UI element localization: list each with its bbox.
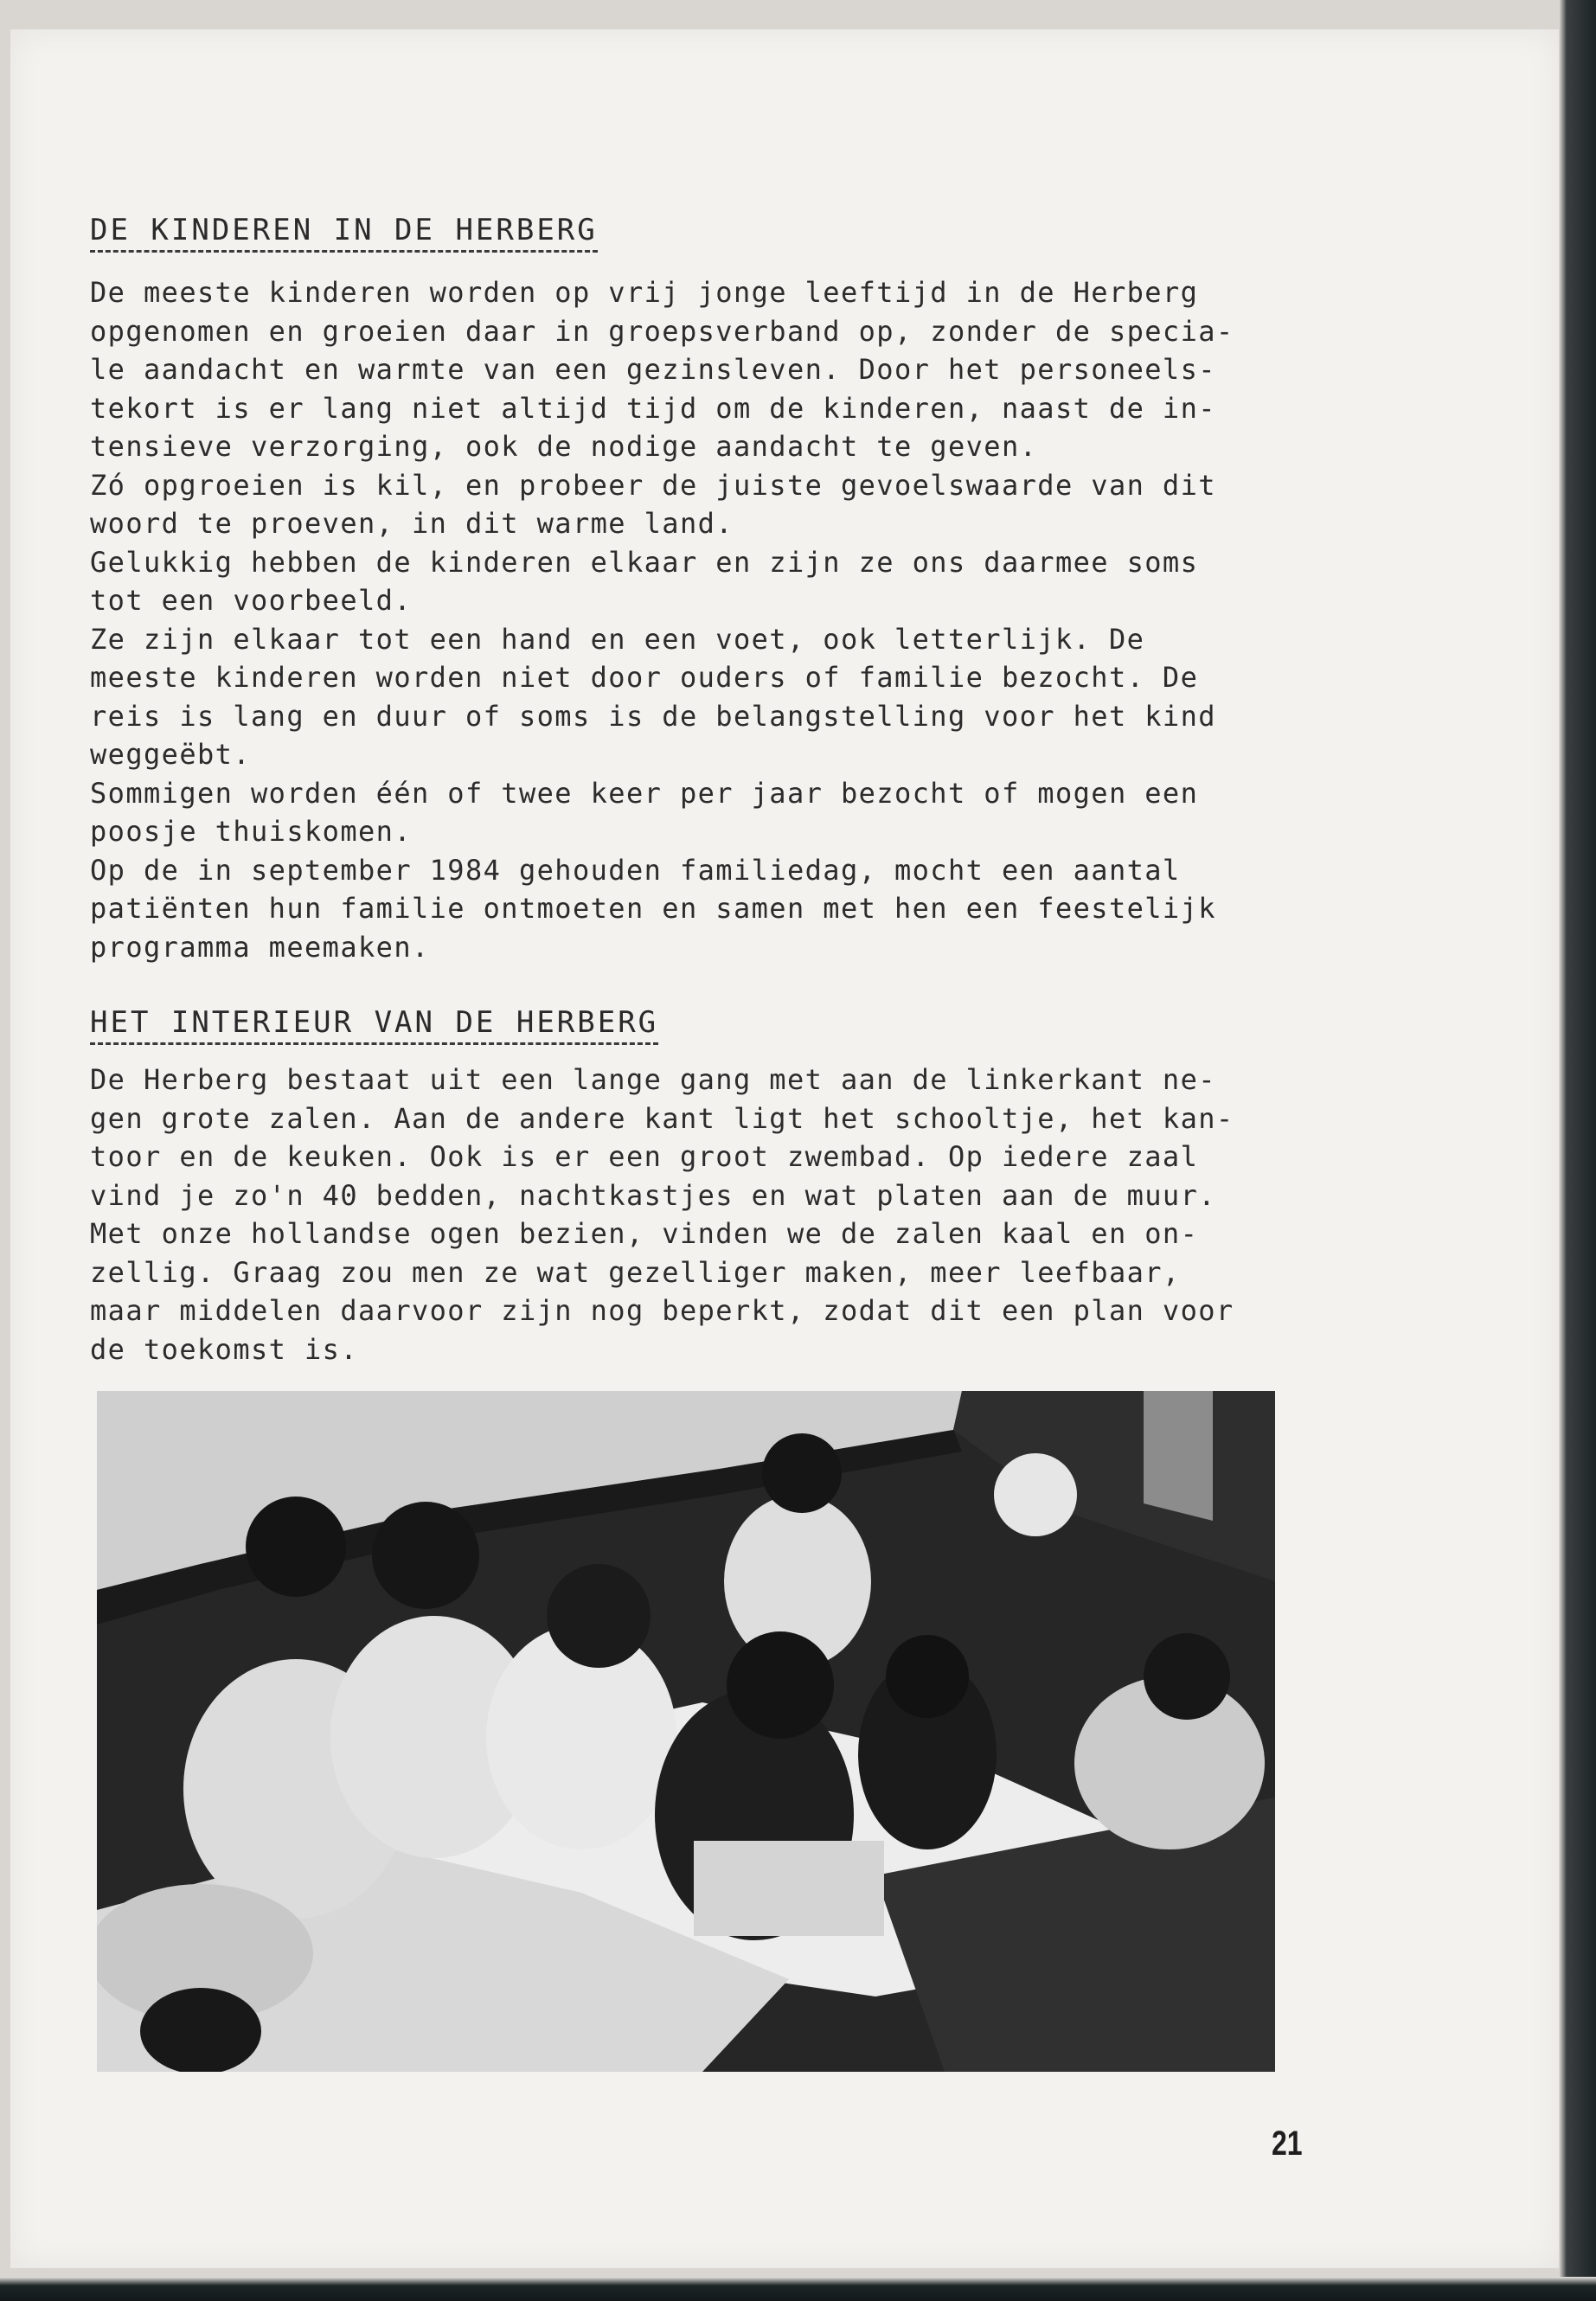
page-number: 21 <box>1272 2125 1303 2163</box>
text-line: tot een voorbeeld. <box>90 584 412 617</box>
text-line: tekort is er lang niet altijd tijd om de kinderen, naast de in- <box>90 391 1216 425</box>
text-line: Zó opgroeien is kil, en probeer de juiste gevoelswaarde van dit <box>90 468 1216 502</box>
heading-interieur: HET INTERIEUR VAN DE HERBERG <box>90 1005 659 1040</box>
text-line: De Herberg bestaat uit een lange gang met aan de linkerkant ne- <box>90 1063 1216 1096</box>
photo-illustration <box>97 1391 1275 2072</box>
paragraph-interieur <box>90 1061 1353 1368</box>
text-line: le aandacht en warmte van een gezinsleven. Door het personeels- <box>90 353 1216 386</box>
text-line: zellig. Graag zou men ze wat gezelliger maken, meer leefbaar, <box>90 1255 1181 1289</box>
text-line: Gelukkig hebben de kinderen elkaar en zijn ze ons daarmee soms <box>90 545 1199 579</box>
text-line: opgenomen en groeien daar in groepsverband op, zonder de specia- <box>90 314 1234 348</box>
text-line: gen grote zalen. Aan de andere kant ligt het schooltje, het kan- <box>90 1101 1234 1135</box>
text-line: Op de in september 1984 gehouden familiedag, mocht een aantal <box>90 853 1181 887</box>
text-line: Sommigen worden één of twee keer per jaar bezocht of mogen een <box>90 776 1199 810</box>
text-line: weggeëbt. <box>90 738 251 771</box>
text-line: reis is lang en duur of soms is de belangstelling voor het kind <box>90 699 1216 733</box>
text-line: maar middelen daarvoor zijn nog beperkt, zodat dit een plan voor <box>90 1294 1234 1327</box>
photo-children-on-floor <box>97 1391 1275 2072</box>
book-bottom-edge <box>0 2277 1596 2301</box>
text-line: tensieve verzorging, ook de nodige aandacht te geven. <box>90 430 1038 463</box>
text-line: Met onze hollandse ogen bezien, vinden we de zalen kaal en on- <box>90 1217 1199 1250</box>
book-spine <box>1560 0 1596 2301</box>
text-line: Ze zijn elkaar tot een hand en een voet, ook letterlijk. De <box>90 622 1145 656</box>
text-line: De meeste kinderen worden op vrij jonge leeftijd in de Herberg <box>90 276 1199 309</box>
text-line: woord te proeven, in dit warme land. <box>90 507 734 540</box>
text-line: toor en de keuken. Ook is er een groot zwembad. Op iedere zaal <box>90 1140 1199 1173</box>
paragraph-kinderen <box>90 273 1353 966</box>
heading-kinderen: DE KINDEREN IN DE HERBERG <box>90 213 598 247</box>
text-line: patiënten hun familie ontmoeten en samen met hen een feestelijk <box>90 892 1216 925</box>
text-line: poosje thuiskomen. <box>90 815 412 848</box>
text-line: vind je zo'n 40 bedden, nachtkastjes en wat platen aan de muur. <box>90 1178 1216 1212</box>
text-line: programma meemaken. <box>90 930 430 964</box>
text-line: meeste kinderen worden niet door ouders of familie bezocht. De <box>90 661 1199 694</box>
text-line: de toekomst is. <box>90 1332 358 1366</box>
